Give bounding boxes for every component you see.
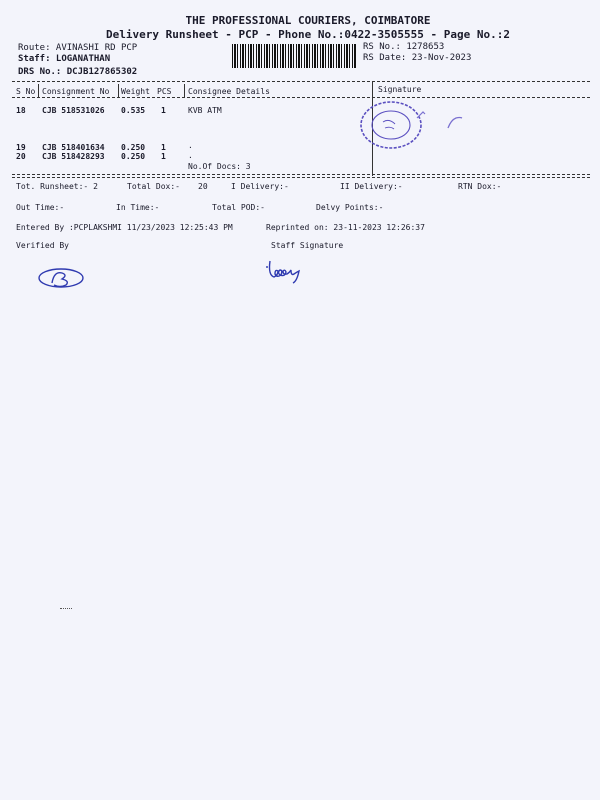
row-consignee: . xyxy=(188,151,193,160)
entered-by: Entered By :PCPLAKSHMI 11/23/2023 12:25:43 PM xyxy=(16,223,233,232)
tot-runsheet: Tot. Runsheet:- 2 xyxy=(16,182,98,191)
col-signature: Signature xyxy=(378,85,422,94)
verifier-signature-icon xyxy=(36,263,88,291)
in-time: In Time:- xyxy=(116,203,160,212)
total-dox-value: 20 xyxy=(198,182,208,191)
row-pcs: 1 xyxy=(161,143,166,152)
rs-number: RS No.: 1278653 xyxy=(363,42,445,52)
col-consignment: Consignment No xyxy=(42,87,110,96)
verified-by: Verified By xyxy=(16,241,69,250)
staff-label: Staff: LOGANATHAN xyxy=(18,54,111,64)
i-delivery: I Delivery:- xyxy=(231,182,289,191)
barcode xyxy=(232,44,356,68)
stray-mark xyxy=(60,608,72,609)
pen-mark-icon xyxy=(444,114,464,132)
company-title: THE PROFESSIONAL COURIERS, COIMBATORE xyxy=(185,14,431,27)
column-line xyxy=(184,84,185,98)
row-weight: 0.250 xyxy=(121,152,146,161)
runsheet-subtitle: Delivery Runsheet - PCP - Phone No.:0422-3505555 - Page No.:2 xyxy=(106,28,510,41)
total-dox-label: Total Dox:- xyxy=(127,182,180,191)
row-sno: 20 xyxy=(16,152,26,161)
row-pcs: 1 xyxy=(161,152,166,161)
delivery-stamp-icon xyxy=(355,100,431,150)
row-consignment: CJB 518401634 xyxy=(42,143,105,152)
col-pcs: PCS xyxy=(157,87,172,96)
column-line xyxy=(118,84,119,98)
staff-signature-label: Staff Signature xyxy=(271,241,344,250)
column-line xyxy=(38,84,39,98)
staff-signature-icon xyxy=(262,255,334,287)
route-label: Route: AVINASHI RD PCP xyxy=(18,43,138,53)
row-sno: 18 xyxy=(16,106,26,115)
divider xyxy=(12,177,590,178)
total-pod: Total POD:- xyxy=(212,203,265,212)
col-sno: S No xyxy=(16,87,36,96)
out-time: Out Time:- xyxy=(16,203,65,212)
reprinted-on: Reprinted on: 23-11-2023 12:26:37 xyxy=(266,223,425,232)
row-weight: 0.535 xyxy=(121,106,146,115)
ii-delivery: II Delivery:- xyxy=(340,182,403,191)
divider xyxy=(12,174,590,175)
col-consignee: Consignee Details xyxy=(188,87,270,96)
rs-date: RS Date: 23-Nov-2023 xyxy=(363,53,472,63)
row-consignee: KVB ATM xyxy=(188,106,222,115)
rtn-dox: RTN Dox:- xyxy=(458,182,502,191)
col-weight: Weight xyxy=(121,87,150,96)
row-pcs: 1 xyxy=(161,106,166,115)
divider xyxy=(12,97,590,98)
row-consignment: CJB 518428293 xyxy=(42,152,105,161)
drs-number: DRS No.: DCJB127865302 xyxy=(18,67,138,77)
divider xyxy=(12,81,590,82)
row-consignment: CJB 518531026 xyxy=(42,106,105,115)
delvy-points: Delvy Points:- xyxy=(316,203,384,212)
row-consignee: . xyxy=(188,141,193,150)
row-weight: 0.250 xyxy=(121,143,146,152)
row-sno: 19 xyxy=(16,143,26,152)
no-of-docs: No.Of Docs: 3 xyxy=(188,162,251,171)
